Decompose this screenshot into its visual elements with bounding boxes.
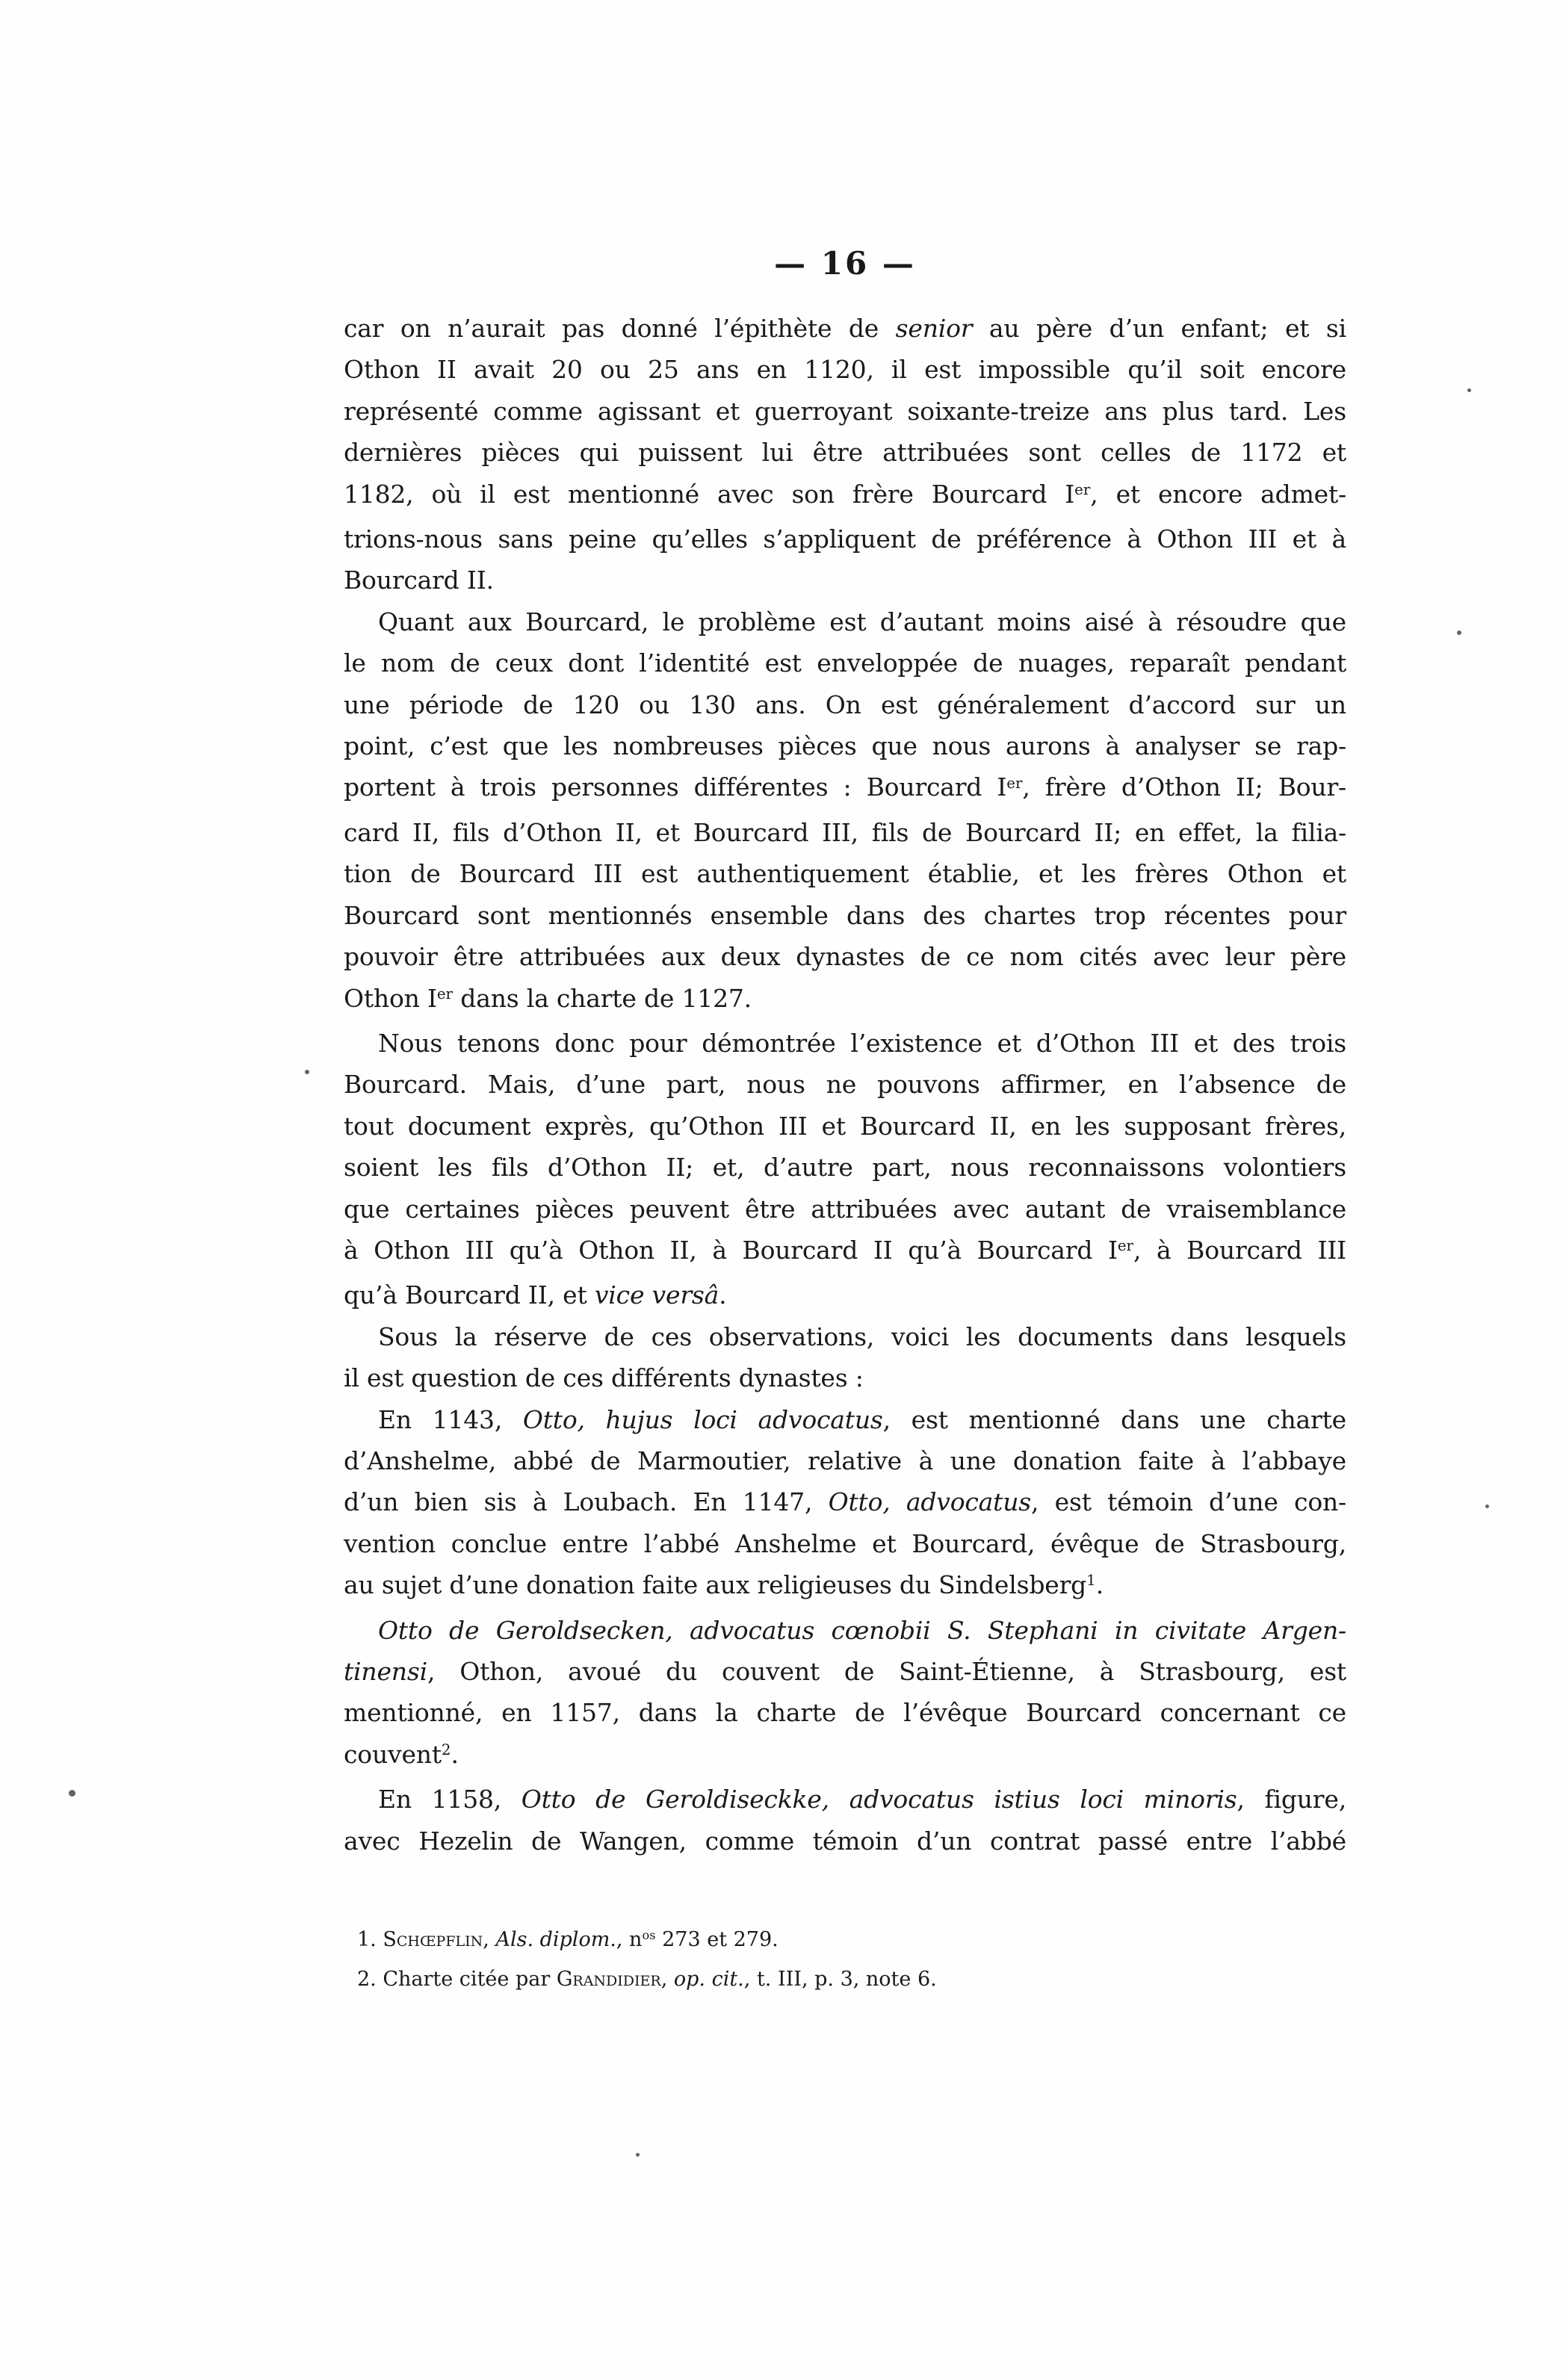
text-run: , est mentionné dans une charte: [882, 1404, 1346, 1434]
text-run: car on n’aurait pas donné l’épithète de: [344, 314, 896, 343]
body-text: [344, 308, 1346, 1862]
text-run: tion de Bourcard III est authentiquement établie, et les frères Othon et: [344, 859, 1346, 889]
text-line: [344, 1147, 1346, 1188]
text-run: Othon I: [344, 983, 437, 1013]
scan-speck: [1467, 388, 1471, 392]
text-run: représenté comme agissant et guerroyant soixante-treize ans plus tard. Les: [344, 396, 1346, 426]
text-run: Otto de Geroldsecken, advocatus cœnobii S. Stephani in civitate Argen-: [378, 1615, 1346, 1645]
text-line: [344, 1399, 1346, 1440]
text-run: à Othon III qu’à Othon II, à Bourcard II qu’à Bourcard I: [344, 1235, 1118, 1265]
text-run: , t. III, p. 3, note 6.: [743, 1968, 937, 1991]
text-run: senior: [895, 314, 973, 343]
text-line: [344, 978, 1346, 1023]
text-run: 2. Charte citée par: [357, 1968, 557, 1991]
text-run: op. cit.: [673, 1968, 744, 1991]
text-run: point, c’est que les nombreuses pièces que nous aurons à analyser se rap-: [344, 731, 1346, 761]
text-run: que certaines pièces peuvent être attribuées avec autant de vraisemblance: [344, 1194, 1346, 1224]
text-line: [344, 1440, 1346, 1481]
text-run: dans la charte de 1127.: [453, 983, 752, 1013]
footnote-line: [357, 1921, 1351, 1961]
text-line: [344, 895, 1346, 936]
text-line: [344, 1610, 1346, 1651]
text-run: Bourcard II.: [344, 565, 494, 595]
text-run: , frère d’Othon II; Bour-: [1022, 772, 1347, 802]
text-run: ,: [660, 1968, 674, 1991]
text-run: card II, fils d’Othon II, et Bourcard III, fils de Bourcard II; en effet, la filia-: [344, 817, 1346, 847]
scan-speck: [69, 1790, 75, 1797]
text-line: [344, 1230, 1346, 1274]
text-run: Otto, hujus loci advocatus: [522, 1404, 883, 1434]
text-run: , et encore admet-: [1090, 479, 1346, 509]
text-line: [344, 725, 1346, 766]
text-run: Othon II avait 20 ou 25 ans en 1120, il est impossible qu’il soit encore: [344, 355, 1346, 385]
text-run: Otto, advocatus: [828, 1487, 1032, 1517]
text-line: [344, 1481, 1346, 1522]
scan-speck: [1457, 630, 1461, 635]
text-line: [344, 391, 1346, 432]
text-run: Sous la réserve de ces observations, voici les documents dans lesquels: [378, 1321, 1346, 1351]
text-line: [344, 474, 1346, 518]
text-line: [344, 349, 1346, 390]
text-run: er: [1074, 480, 1091, 498]
text-run: vention conclue entre l’abbé Anshelme et Bourcard, évêque de Strasbourg,: [344, 1528, 1346, 1558]
text-line: [344, 853, 1346, 894]
text-run: Grandidier: [556, 1968, 661, 1991]
text-run: , n: [616, 1928, 643, 1951]
text-line: [344, 684, 1346, 725]
text-line: [344, 766, 1346, 811]
text-run: vice versâ: [594, 1280, 719, 1310]
footnote-line: [357, 1961, 1351, 1998]
page-number: — 16 —: [774, 245, 916, 282]
text-run: 1182, où il est mentionné avec son frère Bourcard I: [344, 479, 1075, 509]
text-run: os: [642, 1928, 656, 1943]
text-line: [344, 1064, 1346, 1105]
text-line: [344, 1734, 1346, 1779]
text-run: En 1158,: [378, 1785, 522, 1815]
text-run: ,: [483, 1928, 496, 1951]
text-line: [344, 1274, 1346, 1315]
text-run: au père d’un enfant; et si: [972, 314, 1346, 343]
text-line: [344, 601, 1346, 642]
text-run: .: [1095, 1570, 1104, 1600]
text-run: er: [1117, 1237, 1133, 1255]
text-run: portent à trois personnes différentes : Bourcard I: [344, 772, 1007, 802]
text-run: Quant aux Bourcard, le problème est d’autant moins aisé à résoudre que: [378, 607, 1346, 636]
text-line: [344, 560, 1346, 601]
text-run: d’un bien sis à Loubach. En 1147,: [344, 1487, 829, 1517]
text-run: tout document exprès, qu’Othon III et Bourcard II, en les supposant frères,: [344, 1111, 1346, 1141]
text-run: il est question de ces différents dynastes :: [344, 1363, 864, 1393]
text-line: [344, 1023, 1346, 1064]
text-line: [344, 1357, 1346, 1398]
text-run: Schœpflin: [383, 1928, 483, 1951]
text-line: [344, 1564, 1346, 1609]
text-run: 273 et 279.: [655, 1928, 779, 1951]
text-run: avec Hezelin de Wangen, comme témoin d’un contrat passé entre l’abbé: [344, 1826, 1346, 1856]
text-run: pouvoir être attribuées aux deux dynastes de ce nom cités avec leur père: [344, 942, 1346, 972]
text-run: .: [451, 1739, 459, 1769]
text-run: 1: [1086, 1572, 1096, 1590]
text-run: mentionné, en 1157, dans la charte de l’évêque Bourcard concernant ce: [344, 1698, 1346, 1728]
text-run: Bourcard sont mentionnés ensemble dans des chartes trop récentes pour: [344, 900, 1346, 930]
text-run: Als. diplom.: [495, 1928, 616, 1951]
scan-speck: [305, 1070, 309, 1074]
text-run: , à Bourcard III: [1133, 1235, 1346, 1265]
text-run: le nom de ceux dont l’identité est enveloppée de nuages, reparaît pendant: [344, 648, 1346, 678]
text-run: qu’à Bourcard II, et: [344, 1280, 595, 1310]
text-line: [344, 1316, 1346, 1357]
text-line: [344, 1779, 1346, 1820]
text-line: [344, 518, 1346, 560]
text-line: [344, 812, 1346, 853]
text-run: trions-nous sans peine qu’elles s’appliquent de préférence à Othon III et à: [344, 524, 1346, 554]
scan-speck: [636, 2153, 640, 2157]
scan-speck: [1485, 1504, 1489, 1508]
text-run: En 1143,: [378, 1404, 523, 1434]
text-line: [344, 1820, 1346, 1862]
text-run: d’Anshelme, abbé de Marmoutier, relative à une donation faite à l’abbaye: [344, 1445, 1346, 1475]
text-run: soient les fils d’Othon II; et, d’autre part, nous reconnaissons volontiers: [344, 1153, 1346, 1183]
text-line: [344, 1523, 1346, 1564]
text-line: [344, 308, 1346, 349]
text-run: er: [1006, 774, 1023, 792]
text-run: 1.: [357, 1928, 383, 1951]
text-line: [344, 1106, 1346, 1147]
text-run: Otto de Geroldiseckke, advocatus istius loci minoris: [521, 1785, 1237, 1815]
text-run: , Othon, avoué du couvent de Saint-Étienne, à Strasbourg, est: [427, 1657, 1346, 1686]
text-run: tinensi: [344, 1657, 427, 1686]
text-run: Bourcard. Mais, d’une part, nous ne pouvons affirmer, en l’absence de: [344, 1070, 1346, 1100]
text-run: dernières pièces qui puissent lui être attribuées sont celles de 1172 et: [344, 438, 1346, 468]
text-line: [344, 432, 1346, 473]
text-line: [344, 642, 1346, 684]
text-run: , figure,: [1237, 1785, 1346, 1815]
text-run: une période de 120 ou 130 ans. On est généralement d’accord sur un: [344, 689, 1346, 719]
text-run: .: [719, 1280, 727, 1310]
text-line: [344, 1651, 1346, 1692]
footnotes: [357, 1921, 1351, 1998]
text-line: [344, 1189, 1346, 1230]
text-run: Nous tenons donc pour démontrée l’existence et d’Othon III et des trois: [378, 1028, 1346, 1058]
text-run: au sujet d’une donation faite aux religieuses du Sindelsberg: [344, 1570, 1087, 1600]
text-line: [344, 936, 1346, 977]
text-run: 2: [441, 1741, 451, 1758]
text-run: er: [436, 985, 453, 1002]
text-run: couvent: [344, 1739, 442, 1769]
text-run: , est témoin d’une con-: [1031, 1487, 1346, 1517]
text-line: [344, 1692, 1346, 1733]
